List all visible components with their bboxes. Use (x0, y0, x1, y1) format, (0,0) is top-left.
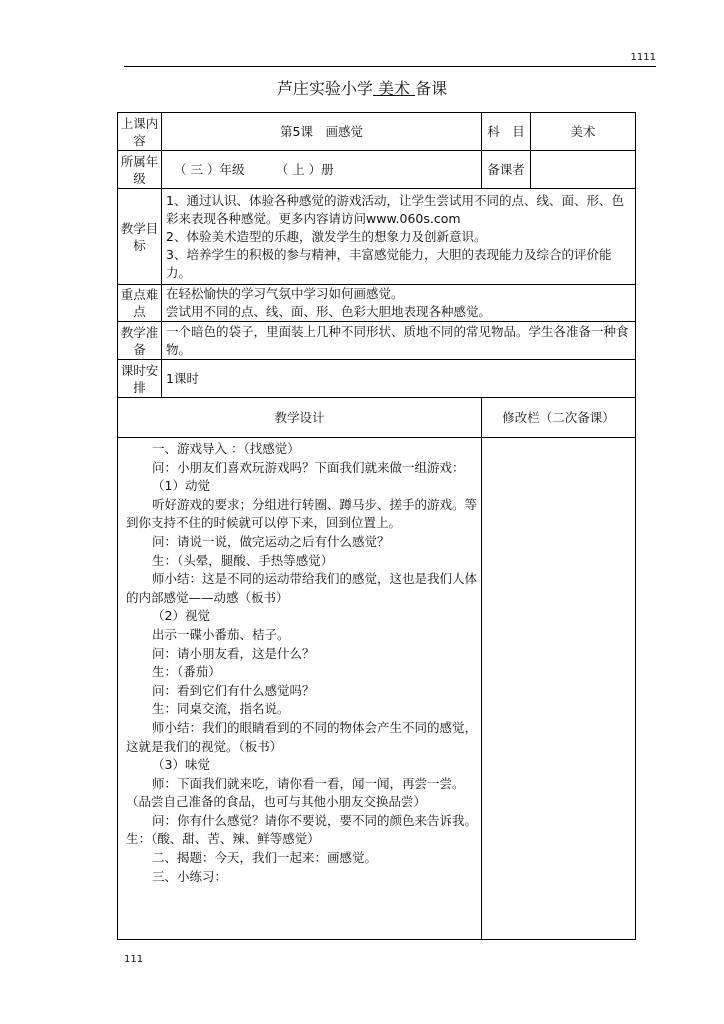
time-label: 课时安排 (118, 360, 162, 398)
goal-content (162, 189, 636, 285)
preparer-value (531, 151, 636, 189)
lesson-plan-table (117, 112, 636, 940)
key-line: 在轻松愉快的学习气氛中学习如何画感觉。 (166, 286, 404, 301)
page-title (0, 76, 724, 99)
design-line: 出示一碟小番茄、桔子。 (152, 626, 290, 642)
goal-item: 1、通过认识、体验各种感觉的游戏活动，让学生尝试用不同的点、线、面、形、色彩来表现各种感觉。更多内容请访问www.060s.com (166, 192, 624, 226)
lesson-label: 上课内容 (118, 113, 162, 151)
goal-label: 教学目标 (118, 189, 162, 285)
design-label: 教学设计 (118, 398, 482, 438)
goal-item: 2、体验美术造型的乐趣，激发学生的想象力及创新意识。 (166, 228, 487, 244)
key-line: 尝试用不同的点、线、面、形、色彩大胆地表现各种感觉。 (166, 304, 492, 319)
row-time (118, 360, 636, 398)
preparer-label: 备课者 (482, 151, 531, 189)
row-key-points (118, 285, 636, 322)
title-subject: 美术 (372, 79, 416, 98)
time-value: 1课时 (162, 360, 636, 398)
design-line: 问：看到它们有什么感觉吗？ (152, 682, 315, 698)
row-design-header (118, 398, 636, 438)
footer-page-code: 111 (124, 954, 144, 965)
revision-label: 修改栏（二次备课） (482, 398, 636, 438)
design-line: 师小结：这是不同的运动带给我们的感觉，这也是我们人体的内部感觉——动感（板书） (126, 571, 478, 605)
header-rule (124, 66, 656, 67)
row-goals (118, 189, 636, 285)
goal-item: 3、培养学生的积极的参与精神，丰富感觉能力，大胆的表现能力及综合的评价能力。 (166, 246, 612, 280)
prep-value: 一个暗色的袋子，里面装上几种不同形状、质地不同的常见物品。学生各准备一种食物。 (162, 322, 636, 360)
subject-label: 科 目 (482, 113, 531, 151)
grade-label: 所属年级 (118, 151, 162, 189)
design-line: 生：（番茄） (152, 664, 221, 680)
design-line: （2）视觉 (152, 608, 210, 624)
key-content (162, 285, 636, 322)
design-content (118, 438, 482, 940)
subject-value: 美术 (531, 113, 636, 151)
design-line: （3）味觉 (152, 757, 210, 773)
lesson-value: 第5课 画感觉 (162, 113, 482, 151)
design-line: 师小结：我们的眼睛看到的不同的物体会产生不同的感觉，这就是我们的视觉。（板书） (126, 719, 478, 754)
title-school: 芦庄实验小学 (276, 79, 373, 98)
row-grade (118, 151, 636, 189)
design-line: 生：（头晕，腿酸、手热等感觉） (152, 552, 334, 568)
header-page-code: 1111 (630, 52, 656, 63)
design-line: 师：下面我们就来吃，请你看一看，闻一闻，再尝一尝。（品尝自己准备的食品，也可与其他小朋友交换品尝） (126, 775, 465, 810)
design-line: 听好游戏的要求；分组进行转圈、蹲马步、搓手的游戏。等到你支持不住的时候就可以停下来，回到位置上。 (126, 496, 478, 531)
row-preparation (118, 322, 636, 360)
design-line: 问：请小朋友看，这是什么？ (152, 645, 315, 661)
grade-value: （ 三 ）年级 （ 上 ）册 (162, 151, 482, 189)
row-design-body (118, 438, 636, 940)
design-line: （1）动觉 (152, 478, 210, 494)
design-line: 问：你有什么感觉？请你不要说，要不同的颜色来告诉我。生：（酸、甜、苦、辣、鲜等感觉） (126, 812, 478, 847)
design-line: 一、游戏导入 ：（找感觉） (152, 441, 300, 456)
row-lesson-content (118, 113, 636, 151)
revision-content (482, 438, 636, 940)
prep-label: 教学准备 (118, 322, 162, 360)
design-line: 生：同桌交流，指名说。 (152, 701, 290, 717)
key-label: 重点难点 (118, 285, 162, 322)
design-line: 三、小练习： (152, 868, 228, 884)
title-suffix: 备课 (415, 79, 448, 98)
design-line: 问：小朋友们喜欢玩游戏吗？下面我们就来做一组游戏： (152, 459, 465, 475)
design-line: 二、揭题：今天，我们一起来：画感觉。 (152, 850, 378, 866)
design-line: 问：请说一说，做完运动之后有什么感觉？ (152, 533, 390, 549)
